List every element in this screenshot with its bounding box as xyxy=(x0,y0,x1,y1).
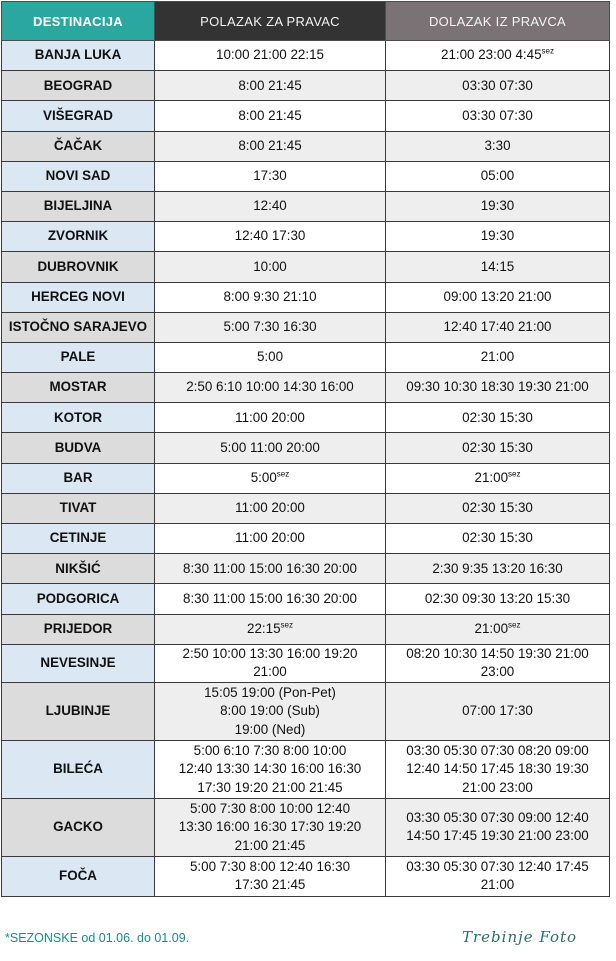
departure-cell xyxy=(155,740,386,798)
departure-cell xyxy=(155,584,386,614)
departure-cell xyxy=(155,614,386,644)
arrival-cell-text: 02:30 15:30 xyxy=(462,500,533,516)
arrival-cell xyxy=(386,682,610,740)
destination-cell xyxy=(2,41,155,71)
seasonal-marker: sez xyxy=(276,469,290,479)
arrival-cell xyxy=(386,41,610,71)
arrival-cell xyxy=(386,433,610,463)
destination-cell xyxy=(2,191,155,221)
arrival-cell-text: 09:30 10:30 18:30 19:30 21:00 xyxy=(406,379,589,395)
destination-cell xyxy=(2,312,155,342)
departure-cell-text: 5:00 11:00 20:00 xyxy=(220,439,320,455)
departure-cell-text: 2:50 6:10 10:00 14:30 16:00 xyxy=(186,379,354,395)
destination-cell-text: NOVI SAD xyxy=(45,168,111,184)
seasonal-marker: sez xyxy=(541,46,554,56)
destination-cell xyxy=(2,493,155,523)
departure-cell xyxy=(155,312,386,342)
table-row xyxy=(2,524,610,554)
arrival-cell xyxy=(386,584,610,614)
departure-cell xyxy=(155,373,386,403)
table-row xyxy=(2,433,610,463)
arrival-cell xyxy=(386,373,610,403)
table-row xyxy=(2,131,610,161)
arrival-cell-text: 08:20 10:30 14:50 19:30 21:00 23:00 xyxy=(406,645,589,680)
destination-cell xyxy=(2,282,155,312)
table-row xyxy=(2,342,610,372)
destination-cell-text: DUBROVNIK xyxy=(37,258,119,274)
departure-cell-text: 8:00 21:45 xyxy=(238,107,302,123)
arrival-cell xyxy=(386,644,610,682)
arrival-cell xyxy=(386,252,610,282)
table-row xyxy=(2,403,610,433)
table-row xyxy=(2,798,610,856)
destination-cell xyxy=(2,161,155,191)
destination-cell-text: PODGORICA xyxy=(36,590,120,606)
arrival-cell-text: 03:30 05:30 07:30 08:20 09:00 12:40 14:50 17:45 18:30 19:30 21:00 23:00 xyxy=(406,742,589,795)
arrival-cell-text: 21:00 23:00 4:45 xyxy=(441,47,542,63)
timetable xyxy=(1,1,610,897)
departure-cell-text: 5:00 7:30 8:00 12:40 16:30 17:30 21:45 xyxy=(189,858,351,893)
arrival-cell xyxy=(386,463,610,493)
departure-cell xyxy=(155,71,386,101)
destination-cell-text: GACKO xyxy=(53,819,103,834)
departure-cell-text: 8:00 9:30 21:10 xyxy=(223,288,317,304)
arrival-cell-text: 07:00 17:30 xyxy=(462,703,533,718)
table-row xyxy=(2,644,610,682)
destination-cell xyxy=(2,856,155,896)
table-row xyxy=(2,463,610,493)
destination-cell xyxy=(2,403,155,433)
departure-cell-text: 12:40 xyxy=(253,198,287,214)
departure-cell-text: 17:30 xyxy=(253,168,287,184)
destination-cell xyxy=(2,798,155,856)
arrival-cell xyxy=(386,554,610,584)
arrival-cell xyxy=(386,403,610,433)
destination-cell-text: PALE xyxy=(60,349,96,365)
departure-cell xyxy=(155,798,386,856)
destination-cell-text: TIVAT xyxy=(59,500,97,516)
arrival-cell-text: 12:40 17:40 21:00 xyxy=(443,319,552,335)
arrival-cell-text: 02:30 15:30 xyxy=(462,530,533,546)
destination-cell-text: ISTOČNO SARAJEVO xyxy=(8,319,148,335)
arrival-cell-text: 19:30 xyxy=(480,198,515,214)
table-row xyxy=(2,584,610,614)
arrival-cell-text: 19:30 xyxy=(480,228,515,244)
arrival-cell-text: 2:30 9:35 13:20 16:30 xyxy=(432,560,563,576)
departure-cell-text: 15:05 19:00 (Pon-Pet) 8:00 19:00 (Sub) 19:00 (Ned) xyxy=(204,684,336,737)
seasonal-marker: sez xyxy=(508,620,521,630)
departure-cell xyxy=(155,644,386,682)
departure-cell-text: 12:40 17:30 xyxy=(234,228,306,244)
destination-cell-text: BUDVA xyxy=(54,439,102,455)
departure-cell xyxy=(155,856,386,896)
departure-cell xyxy=(155,41,386,71)
departure-cell xyxy=(155,101,386,131)
arrival-cell-text: 03:30 07:30 xyxy=(462,107,533,123)
seasonal-marker: sez xyxy=(508,469,521,479)
arrival-cell xyxy=(386,131,610,161)
destination-cell xyxy=(2,101,155,131)
seasonal-note: *SEZONSKE od 01.06. do 01.09. xyxy=(5,931,190,945)
destination-cell-text: MOSTAR xyxy=(49,379,107,395)
departure-cell-text: 5:00 xyxy=(256,349,284,365)
arrival-cell-text: 02:30 15:30 xyxy=(462,409,533,425)
destination-cell-text: NEVESINJE xyxy=(40,655,116,670)
departure-cell-text: 2:50 10:00 13:30 16:00 19:20 21:00 xyxy=(182,645,358,680)
destination-cell-text: NIKŠIĆ xyxy=(55,560,101,576)
destination-cell-text: BIJELJINA xyxy=(43,198,113,214)
departure-cell-text: 11:00 20:00 xyxy=(235,530,305,546)
destination-cell-text: KOTOR xyxy=(53,409,103,425)
destination-cell xyxy=(2,644,155,682)
arrival-cell xyxy=(386,71,610,101)
destination-cell xyxy=(2,71,155,101)
destination-cell-text: CETINJE xyxy=(49,530,107,546)
arrival-cell-text: 03:30 05:30 07:30 09:00 12:40 14:50 17:45 19:30 21:00 23:00 xyxy=(406,809,589,844)
destination-cell-text: BAR xyxy=(63,469,93,485)
departure-cell xyxy=(155,682,386,740)
arrival-cell xyxy=(386,282,610,312)
departure-cell xyxy=(155,554,386,584)
destination-cell xyxy=(2,222,155,252)
departure-cell-text: 10:00 21:00 22:15 xyxy=(216,47,324,63)
destination-cell xyxy=(2,740,155,798)
destination-cell xyxy=(2,614,155,644)
header-arrival: DOLAZAK IZ PRAVCA xyxy=(386,2,610,41)
departure-cell-text: 5:00 6:10 7:30 8:00 10:00 12:40 13:30 14:30 16:00 16:30 17:30 19:20 21:00 21:45 xyxy=(178,742,362,795)
table-row xyxy=(2,282,610,312)
destination-cell xyxy=(2,463,155,493)
header-departure: POLAZAK ZA PRAVAC xyxy=(155,2,386,41)
table-row xyxy=(2,493,610,523)
table-row xyxy=(2,41,610,71)
departure-cell xyxy=(155,524,386,554)
arrival-cell xyxy=(386,614,610,644)
destination-cell-text: LJUBINJE xyxy=(45,703,111,718)
departure-cell xyxy=(155,131,386,161)
destination-cell xyxy=(2,252,155,282)
header-destination: DESTINACIJA xyxy=(2,2,155,41)
table-row xyxy=(2,101,610,131)
departure-cell-text: 11:00 20:00 xyxy=(235,409,305,425)
table-row xyxy=(2,252,610,282)
destination-cell-text: VIŠEGRAD xyxy=(43,107,113,123)
departure-cell xyxy=(155,403,386,433)
departure-cell-text: 22:15 xyxy=(247,620,281,636)
departure-cell xyxy=(155,222,386,252)
arrival-cell-text: 21:00 xyxy=(474,620,509,636)
destination-cell-text: HERCEG NOVI xyxy=(31,288,125,304)
arrival-cell-text: 02:30 09:30 13:20 15:30 xyxy=(424,590,571,606)
departure-cell-text: 8:30 11:00 15:00 16:30 20:00 xyxy=(183,560,357,576)
arrival-cell xyxy=(386,524,610,554)
table-row xyxy=(2,856,610,896)
departure-cell xyxy=(155,161,386,191)
header-row xyxy=(2,2,610,41)
departure-cell-text: 5:00 xyxy=(250,469,277,485)
departure-cell-text: 10:00 xyxy=(253,258,287,274)
arrival-cell-text: 02:30 15:30 xyxy=(462,439,533,455)
arrival-cell xyxy=(386,856,610,896)
destination-cell xyxy=(2,373,155,403)
departure-cell-text: 8:00 21:45 xyxy=(238,137,302,153)
departure-cell-text: 5:00 7:30 8:00 10:00 12:40 13:30 16:00 16:30 17:30 19:20 21:00 21:45 xyxy=(178,800,362,853)
arrival-cell-text: 3:30 xyxy=(484,137,511,153)
timetable-body xyxy=(2,41,610,897)
table-row xyxy=(2,373,610,403)
arrival-cell xyxy=(386,161,610,191)
seasonal-marker: sez xyxy=(280,620,293,630)
arrival-cell xyxy=(386,798,610,856)
destination-cell xyxy=(2,682,155,740)
departure-cell xyxy=(155,433,386,463)
arrival-cell xyxy=(386,493,610,523)
table-row xyxy=(2,614,610,644)
arrival-cell-text: 21:00 xyxy=(480,349,515,365)
destination-cell-text: ČAČAK xyxy=(53,137,103,153)
destination-cell-text: BANJA LUKA xyxy=(34,47,122,63)
table-row xyxy=(2,740,610,798)
destination-cell xyxy=(2,433,155,463)
arrival-cell xyxy=(386,222,610,252)
destination-cell xyxy=(2,342,155,372)
departure-cell-text: 8:30 11:00 15:00 16:30 20:00 xyxy=(183,590,357,606)
departure-cell xyxy=(155,342,386,372)
departure-cell-text: 5:00 7:30 16:30 xyxy=(223,319,317,335)
table-row xyxy=(2,71,610,101)
arrival-cell-text: 03:30 05:30 07:30 12:40 17:45 21:00 xyxy=(406,858,589,893)
departure-cell xyxy=(155,463,386,493)
table-row xyxy=(2,191,610,221)
destination-cell xyxy=(2,584,155,614)
arrival-cell-text: 21:00 xyxy=(474,469,509,485)
departure-cell-text: 8:00 21:45 xyxy=(238,77,302,93)
destination-cell-text: PRIJEDOR xyxy=(43,620,113,636)
table-row xyxy=(2,222,610,252)
destination-cell xyxy=(2,131,155,161)
table-row xyxy=(2,682,610,740)
table-row xyxy=(2,554,610,584)
departure-cell xyxy=(155,252,386,282)
table-row xyxy=(2,161,610,191)
destination-cell-text: BEOGRAD xyxy=(43,77,113,93)
departure-cell xyxy=(155,191,386,221)
departure-cell xyxy=(155,282,386,312)
photographer-signature: Trebinje Foto xyxy=(462,928,578,946)
arrival-cell xyxy=(386,740,610,798)
table-row xyxy=(2,312,610,342)
destination-cell xyxy=(2,554,155,584)
destination-cell-text: FOČA xyxy=(59,868,97,883)
destination-cell xyxy=(2,524,155,554)
arrival-cell-text: 05:00 xyxy=(480,168,515,184)
departure-cell xyxy=(155,493,386,523)
arrival-cell-text: 14:15 xyxy=(480,258,515,274)
arrival-cell-text: 03:30 07:30 xyxy=(462,77,533,93)
departure-cell-text: 11:00 20:00 xyxy=(235,500,305,516)
destination-cell-text: ZVORNIK xyxy=(47,228,109,244)
arrival-cell xyxy=(386,101,610,131)
arrival-cell xyxy=(386,312,610,342)
destination-cell-text: BILEĆA xyxy=(53,761,103,776)
arrival-cell xyxy=(386,191,610,221)
arrival-cell-text: 09:00 13:20 21:00 xyxy=(443,288,552,304)
arrival-cell xyxy=(386,342,610,372)
